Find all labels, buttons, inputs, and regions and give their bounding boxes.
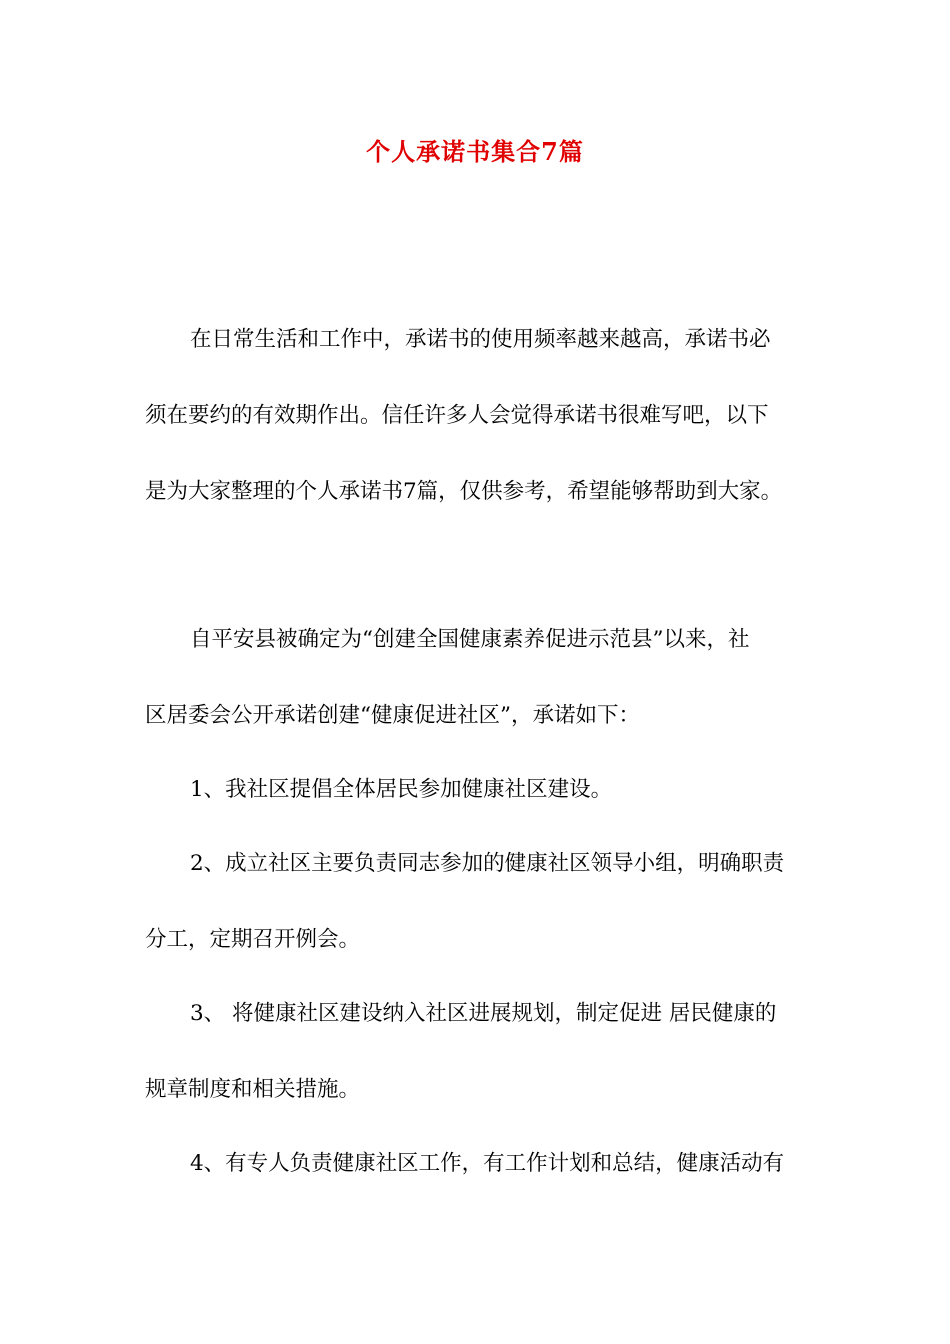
paragraph-line: 是为大家整理的个人承诺书7篇，仅供参考，希望能够帮助到大家。: [145, 479, 783, 504]
paragraph-line: 区居委会公开承诺创建“健康促进社区”，承诺如下：: [145, 703, 640, 728]
list-item: 2、成立社区主要负责同志参加的健康社区领导小组，明确职责: [190, 851, 785, 876]
paragraph-line: 分工，定期召开例会。: [145, 927, 361, 952]
paragraph-line: 在日常生活和工作中，承诺书的使用频率越来越高，承诺书必: [190, 327, 771, 352]
list-item: 1、我社区提倡全体居民参加健康社区建设。: [190, 777, 613, 802]
paragraph-line: 自平安县被确定为“创建全国健康素养促进示范县”以来，社: [190, 627, 750, 652]
list-item: 3、 将健康社区建设纳入社区进展规划，制定促进 居民健康的: [190, 1001, 777, 1026]
paragraph-line: 须在要约的有效期作出。信任许多人会觉得承诺书很难写吧，以下: [145, 403, 769, 428]
list-item: 4、有专人负责健康社区工作，有工作计划和总结，健康活动有: [190, 1151, 785, 1176]
paragraph-line: 规章制度和相关措施。: [145, 1077, 361, 1102]
document-title: 个人承诺书集合7篇: [366, 137, 584, 166]
